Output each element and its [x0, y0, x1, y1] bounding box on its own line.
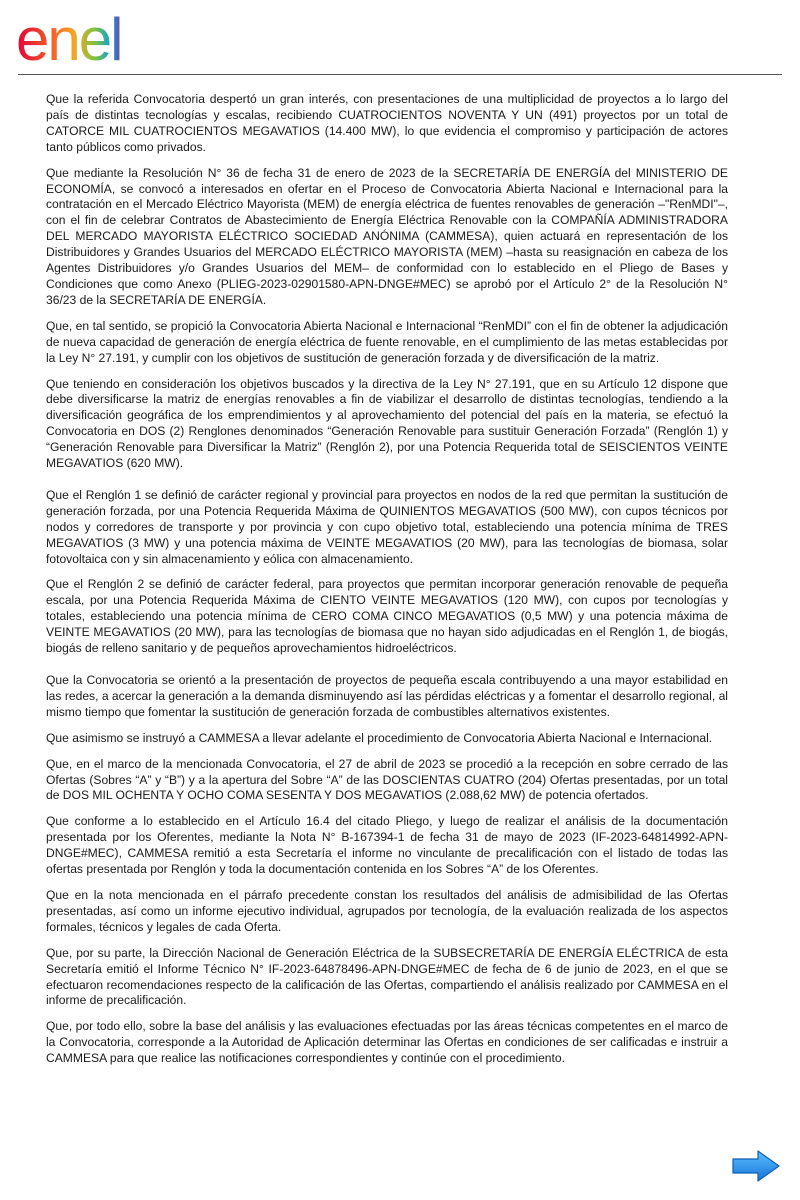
- header-divider: [18, 74, 782, 75]
- paragraph: Que, en el marco de la mencionada Convocatoria, el 27 de abril de 2023 se procedió a la recepción en sobre cerrado de las Ofertas (Sobres “A” y “B”) y a la apertura del Sobre “A” de las DOSCIENTAS CUATRO (204) Ofertas presentadas, por un total de DOS MIL OCHENTA Y OCHO COMA SESENTA Y DOS MEGAVATIOS (2.088,62 MW) de potencia ofertados.: [46, 756, 728, 803]
- arrow-right-icon: [730, 1148, 782, 1184]
- document-body: [46, 92, 728, 1077]
- paragraph: Que, en tal sentido, se propició la Convocatoria Abierta Nacional e Internacional “RenMDI” con el fin de obtener la adjudicación de nueva capacidad de generación de energía eléctrica de fuente renovable, en el cumplimiento de las metas establecidas por la Ley N° 27.191, y cumplir con los objetivos de sustitución de generación forzada y de diversificación de la matriz.: [46, 318, 728, 365]
- paragraph: Que teniendo en consideración los objetivos buscados y la directiva de la Ley N° 27.191, que en su Artículo 12 dispone que debe diversificarse la matriz de energías renovables a fin de viabilizar el desarrollo de distintas tecnologías, tendiendo a la diversificación geográfica de los emprendimientos y al aprovechamiento del potencial del país en la materia, se efectuó la Convocatoria en DOS (2) Renglones denominados “Generación Renovable para sustituir Generación Forzada” (Renglón 1) y “Generación Renovable para Diversificar la Matriz” (Renglón 2), por una Potencia Requerida total de SEISCIENTOS VEINTE MEGAVATIOS (620 MW).: [46, 376, 728, 471]
- paragraph: Que conforme a lo establecido en el Artículo 16.4 del citado Pliego, y luego de realizar el análisis de la documentación presentada por los Oferentes, mediante la Nota N° B-167394-1 de fecha 31 de mayo de 2023 (IF-2023-64814992-APN-DNGE#MEC), CAMMESA remitió a esta Secretaría el informe no vinculante de precalificación con el listado de todas las ofertas presentada por Renglón y toda la documentación contenida en los Sobres “A” de los Oferentes.: [46, 814, 728, 877]
- paragraph: Que la Convocatoria se orientó a la presentación de proyectos de pequeña escala contribuyendo a una mayor estabilidad en las redes, a acercar la generación a la demanda disminuyendo así las pérdidas eléctricas y a fomentar el desarrollo regional, al mismo tiempo que fomentar la sustitución de generación forzada de combustibles alternativos existentes.: [46, 673, 728, 719]
- paragraph: Que asimismo se instruyó a CAMMESA a llevar adelante el procedimiento de Convocatoria Abierta Nacional e Internacional.: [46, 730, 713, 745]
- paragraph: Que, por todo ello, sobre la base del análisis y las evaluaciones efectuadas por las áreas técnicas competentes en el marco de la Convocatoria, corresponde a la Autoridad de Aplicación determinar las Ofertas en condiciones de ser calificadas e instruir a CAMMESA para que realice las notificaciones correspondientes y continúe con el procedimiento.: [46, 1019, 728, 1066]
- page-header: [0, 0, 800, 78]
- next-page-button[interactable]: [730, 1148, 782, 1184]
- paragraph: Que, por su parte, la Dirección Nacional de Generación Eléctrica de la SUBSECRETARÍA DE ENERGÍA ELÉCTRICA de esta Secretaría emitió el Informe Técnico N° IF-2023-64878496-APN-DNGE#MEC de fecha de 6 de junio de 2023, en el que se efectuaron recomendaciones respecto de la calificación de las Ofertas, compartiendo el análisis realizado por CAMMESA en el informe de precalificación.: [46, 945, 728, 1008]
- paragraph: Que el Renglón 2 se definió de carácter federal, para proyectos que permitan incorporar generación renovable de pequeña escala, por una Potencia Requerida Máxima de CIENTO VEINTE MEGAVATIOS (120 MW), con cupos por tecnologías y totales, estableciendo una potencia mínima de CERO COMA CINCO MEGAVATIOS (0,5 MW) y una potencia máxima de VEINTE MEGAVATIOS (20 MW), para las tecnologías de biomasa que no hayan sido adjudicadas en el Renglón 1, de biogás, biogás de relleno sanitario y de pequeños aprovechamientos hidroeléctricos.: [46, 577, 728, 656]
- paragraph: Que el Renglón 1 se definió de carácter regional y provincial para proyectos en nodos de la red que permitan la sustitución de generación forzada, por una Potencia Requerida Máxima de QUINIENTOS MEGAVATIOS (500 MW), con cupos técnicos por nodos y corredores de transporte y por provincia y con cupo objetivo total, estableciendo una potencia mínima de TRES MEGAVATIOS (3 MW) y una potencia máxima de VEINTE MEGAVATIOS (20 MW), para las tecnologías de biomasa, solar fotovoltaica con y sin almacenamiento y eólica con almacenamiento.: [46, 487, 728, 566]
- logo-text: enel: [16, 6, 122, 68]
- enel-logo: [14, 4, 184, 68]
- paragraph: Que la referida Convocatoria despertó un gran interés, con presentaciones de una multiplicidad de proyectos a lo largo del país de distintas tecnologías y escalas, recibiendo CUATROCIENTOS NOVENTA Y UN (491) proyectos por un total de CATORCE MIL CUATROCIENTOS MEGAVATIOS (14.400 MW), lo que evidencia el compromiso y participación de actores tanto públicos como privados.: [46, 92, 728, 154]
- paragraph: Que mediante la Resolución N° 36 de fecha 31 de enero de 2023 de la SECRETARÍA DE ENERGÍA del MINISTERIO DE ECONOMÍA, se convocó a interesados en ofertar en el Proceso de Convocatoria Abierta Nacional e Internacional para la contratación en el Mercado Eléctrico Mayorista (MEM) de energía eléctrica de fuentes renovables de generación –"RenMDI"–, con el fin de celebrar Contratos de Abastecimiento de Energía Eléctrica Renovable con la COMPAÑÍA ADMINISTRADORA DEL MERCADO MAYORISTA ELÉCTRICO SOCIEDAD ANÓNIMA (CAMMESA), quien actuará en representación de los Distribuidores y Grandes Usuarios del MERCADO ELÉCTRICO MAYORISTA (MEM) –hasta su reasignación en cabeza de los Agentes Distribuidores y/o Grandes Usuarios del MEM– de conformidad con lo establecido en el Pliego de Bases y Condiciones que como Anexo (PLIEG-2023-02901580-APN-DNGE#MEC) se aprobó por el Artículo 2° de la Resolución N° 36/23 de la SECRETARÍA DE ENERGÍA.: [46, 165, 728, 307]
- paragraph: Que en la nota mencionada en el párrafo precedente constan los resultados del análisis de admisibilidad de las Ofertas presentadas, así como un informe ejecutivo individual, agrupados por tecnología, de la evaluación realizada de los aspectos formales, técnicos y legales de cada Oferta.: [46, 887, 728, 934]
